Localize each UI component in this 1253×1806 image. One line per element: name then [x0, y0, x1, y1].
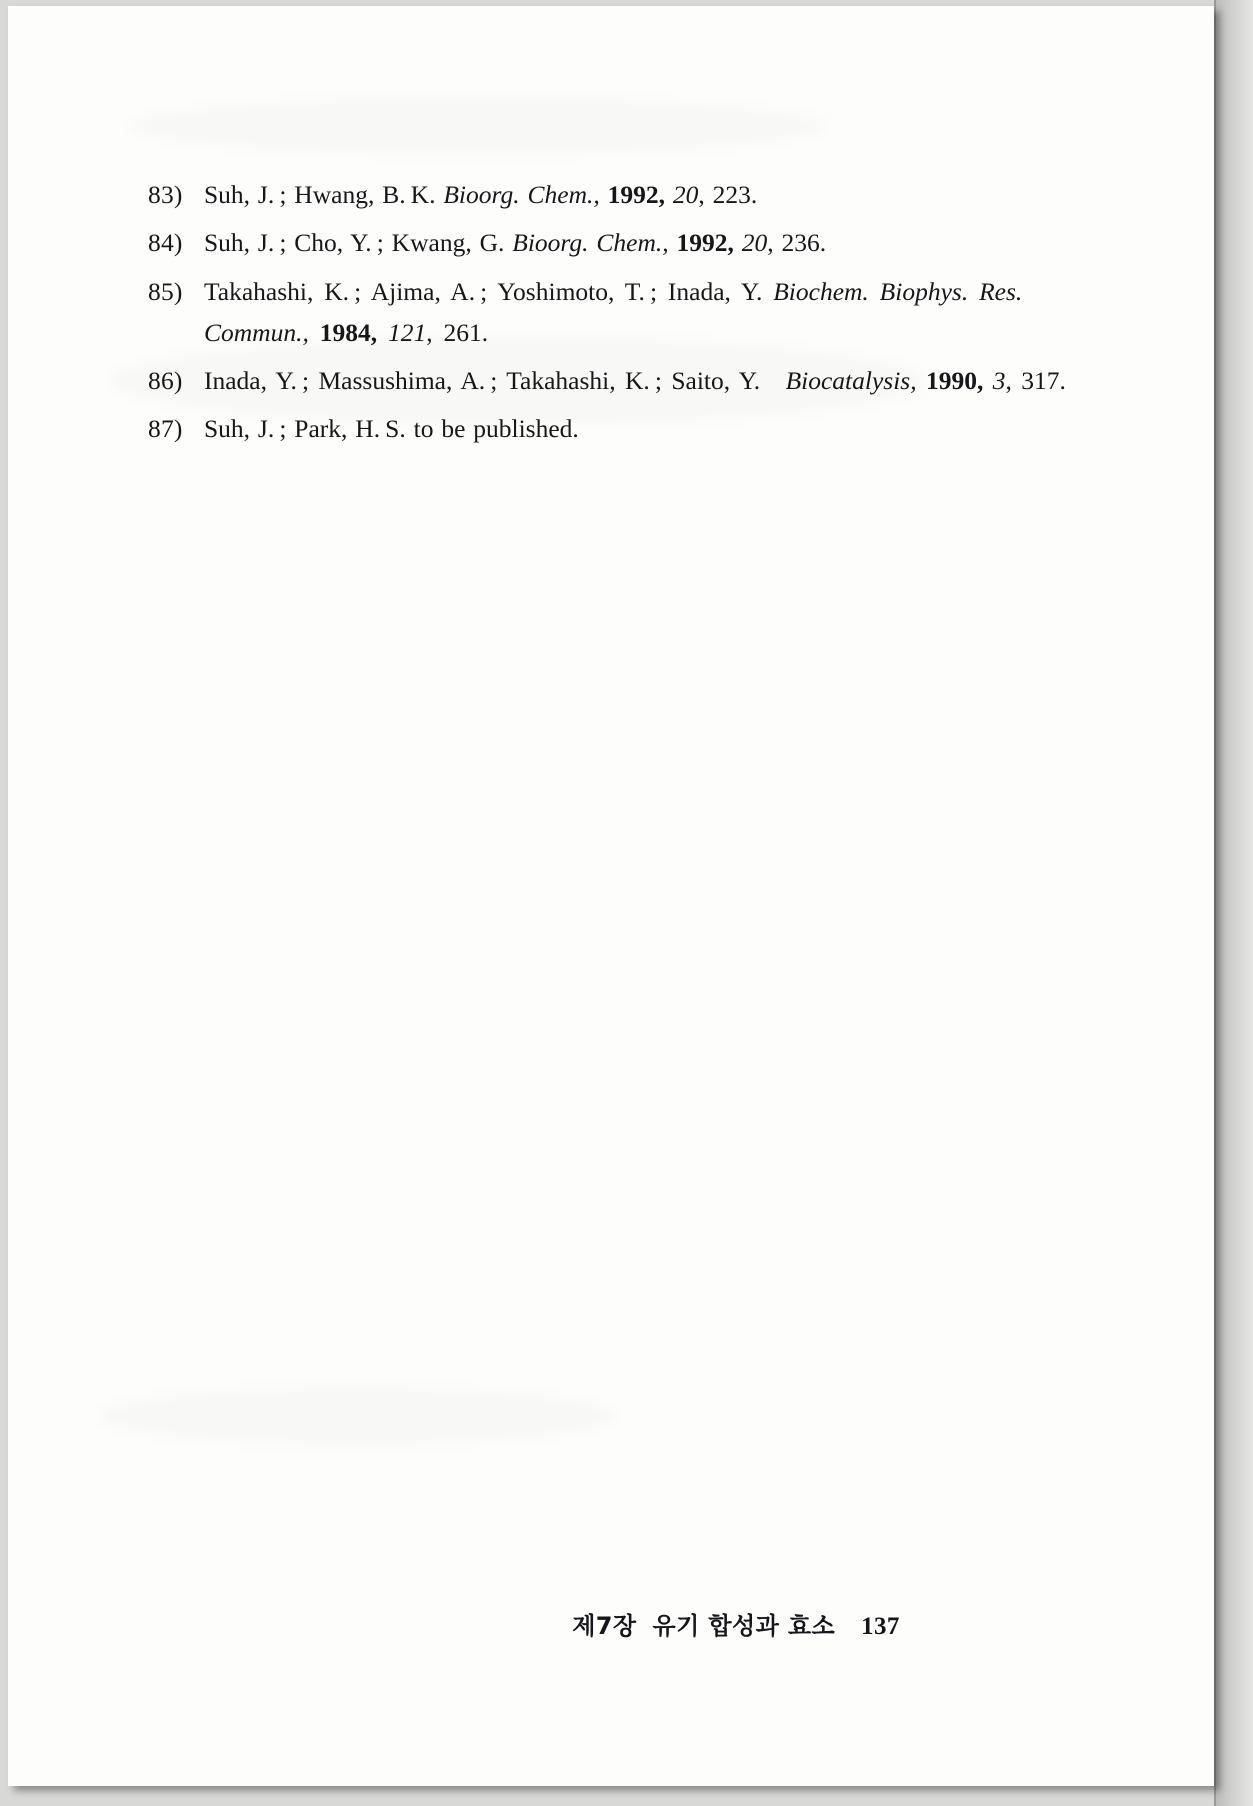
- references-section: [148, 174, 1078, 457]
- reference-text: Suh, J. ; Cho, Y. ; Kwang, G. Bioorg. Chem., 1992, 20, 236.: [204, 228, 827, 258]
- scan-artifact: [98, 1386, 618, 1446]
- reference-text: Inada, Y. ; Massushima, A. ; Takahashi, K. ; Saito, Y. Biocatalysis, 1990, 3, 317.: [204, 366, 1066, 396]
- reference-text: Takahashi, K. ; Ajima, A. ; Yoshimoto, T. ; Inada, Y. Biochem. Biophys. Res. Commun., 1984, 121, 261.: [204, 276, 1023, 347]
- reference-text: Suh, J. ; Hwang, B. K. Bioorg. Chem., 1992, 20, 223.: [204, 180, 758, 209]
- page-sheet: [8, 6, 1214, 1786]
- scan-artifact: [128, 96, 828, 156]
- scan-right-edge: [1214, 0, 1253, 1806]
- list-item: [148, 222, 1078, 263]
- reference-number: 84): [148, 228, 183, 258]
- reference-number: 83): [148, 180, 183, 209]
- list-item: [148, 408, 1078, 449]
- page-number: 137: [861, 1613, 900, 1640]
- list-item: [148, 360, 1078, 401]
- footer-chapter: 제7장: [572, 1612, 637, 1640]
- page-footer: [8, 1606, 1214, 1641]
- reference-list: [148, 174, 1078, 450]
- scan-edge-line: [1214, 0, 1216, 1806]
- list-item: [148, 271, 1078, 354]
- reference-number: 85): [148, 276, 183, 306]
- footer-title: 유기 합성과 효소: [652, 1612, 836, 1640]
- reference-text: Suh, J. ; Park, H. S. to be published.: [204, 414, 579, 444]
- reference-number: 87): [148, 414, 183, 444]
- list-item: [148, 174, 1078, 215]
- reference-number: 86): [148, 366, 183, 396]
- footer-inner: [572, 1606, 900, 1641]
